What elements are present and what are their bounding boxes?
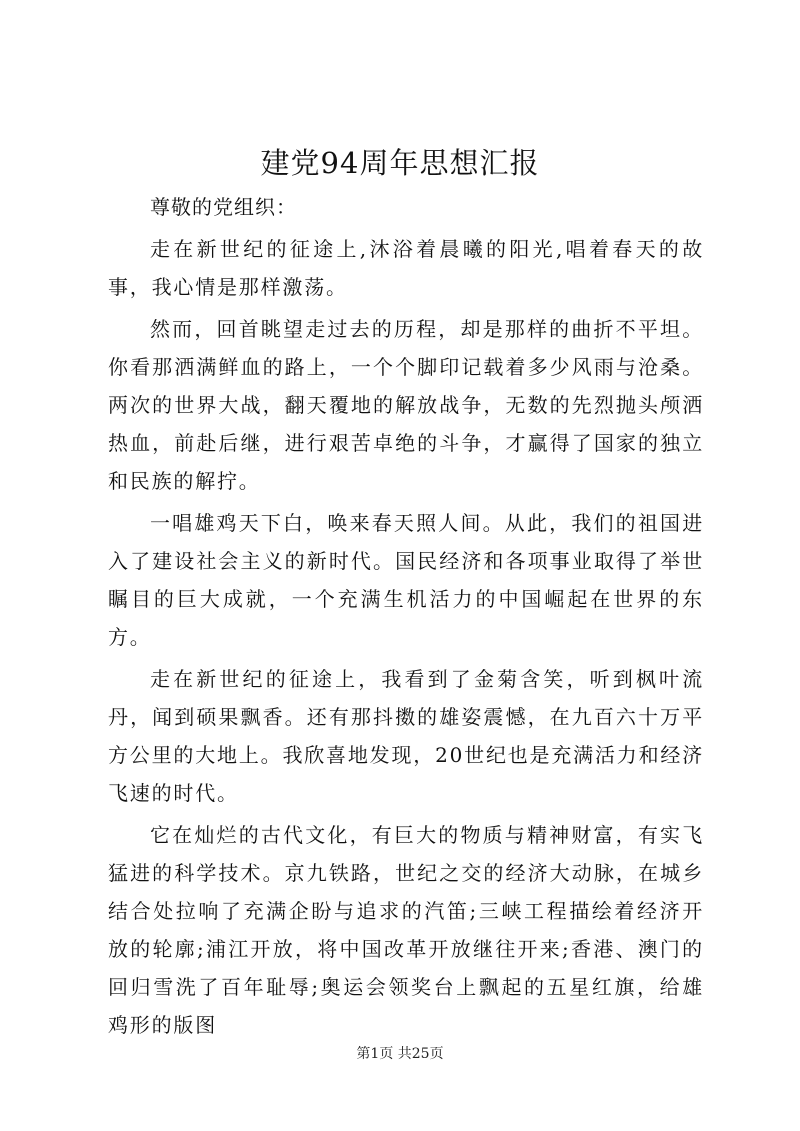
paragraph-5: 它在灿烂的古代文化，有巨大的物质与精神财富，有实飞猛进的科学技术。京九铁路，世纪之交的经济大动脉，在城乡结合处拉响了充满企盼与追求的汽笛;三峡工程描绘着经济开放的轮廓;浦江开放，将中国改革开放继往开来;香港、澳门的回归雪洗了百年耻辱;奥运会领奖台上飘起的五星红旗，给雄鸡形的版图 [108,823,704,1037]
paragraph-3: 一唱雄鸡天下白，唤来春天照人间。从此，我们的祖国进入了建设社会主义的新时代。国民经济和各项事业取得了举世瞩目的巨大成就，一个充满生机活力的中国崛起在世界的东方。 [108,511,704,649]
page-footer [0,1044,800,1064]
document-title: 建党94周年思想汇报 [260,146,540,180]
paragraph-2: 然而，回首眺望走过去的历程，却是那样的曲折不平坦。你看那洒满鲜血的路上，一个个脚印记载着多少风雨与沧桑。两次的世界大战，翻天覆地的解放战争，无数的先烈抛头颅洒热血，前赴后继，进行艰苦卓绝的斗争，才赢得了国家的独立和民族的解拧。 [108,317,704,493]
salutation: 尊敬的党组织： [150,195,297,219]
paragraph-4: 走在新世纪的征途上，我看到了金菊含笑，听到枫叶流丹，闻到硕果飘香。还有那抖擞的雄姿震憾，在九百六十万平方公里的大地上。我欣喜地发现，20世纪也是充满活力和经济飞速的时代。 [108,667,704,805]
page-indicator: 第1页 共25页 [356,1046,444,1062]
document-body [108,186,704,1048]
paragraph-1: 走在新世纪的征途上,沐浴着晨曦的阳光,唱着春天的故事，我心情是那样激荡。 [108,237,704,299]
